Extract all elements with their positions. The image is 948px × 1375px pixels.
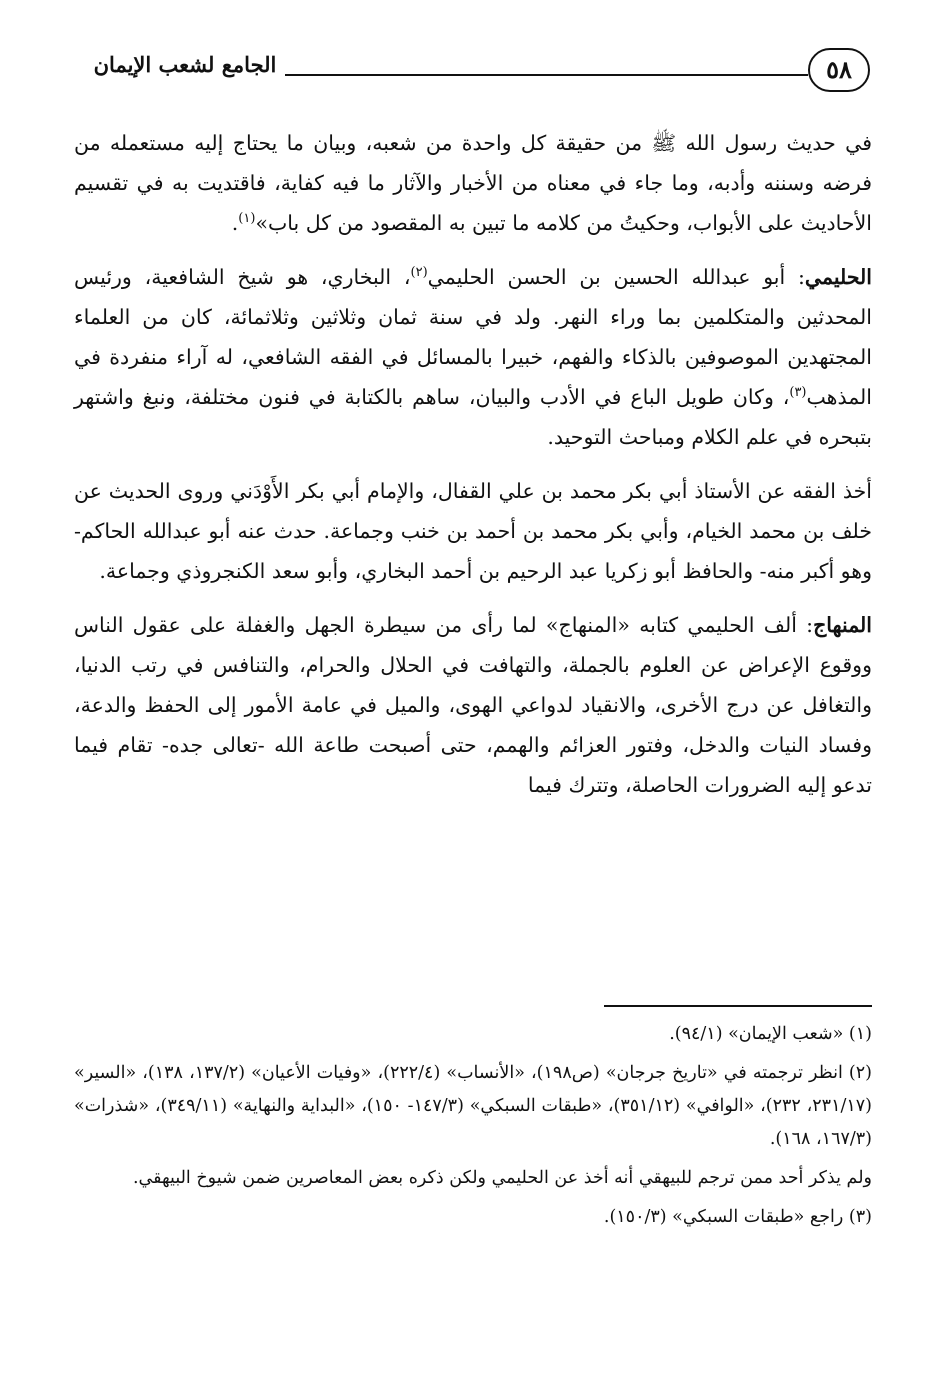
footnotes <box>74 1018 872 1240</box>
paragraph-quote-end <box>74 123 872 243</box>
entry-heading: المنهاج <box>813 613 872 637</box>
paragraph-text: ، البخاري، هو شيخ الشافعية، ورئيس المحدثين والمتكلمين بما وراء النهر. ولد في سنة ثمان وثلاثين وثلاثمائة، كان من العلماء المجتهدين الموصوفين بالذكاء والفهم، خبيرا بالمسائل في الفقه الشافعي، له آراء منفردة في المذهب <box>74 265 872 409</box>
running-title: الجامع لشعب الإيمان <box>93 52 277 77</box>
paragraph-text: في حديث رسول الله ﷺ من حقيقة كل واحدة من شعبه، وبيان ما يحتاج إليه مستعمله من فرضه وسننه وأدبه، وما جاء في معناه من الأخبار والآثار ما فيه كفاية، فاقتديت به في تقسيم الأحاديث على الأبواب، وحكيتُ من كلامه ما تبين به المقصود من كل باب» <box>74 131 872 235</box>
paragraph-text: ، وكان طويل الباع في الأدب والبيان، ساهم بالكتابة في فنون مختلفة، ونبغ واشتهر بتبحره في علم الكلام ومباحث التوحيد. <box>74 385 872 449</box>
paragraph-halimi-bio <box>74 257 872 457</box>
footnote-3: (٣) راجع «طبقات السبكي» (١٥٠/٣). <box>603 1207 872 1227</box>
footnote-ref-3: (٣) <box>789 385 807 401</box>
footnote-2: (٢) انظر ترجمته في «تاريخ جرجان» (ص١٩٨)، «الأنساب» (٢٢٢/٤)، «وفيات الأعيان» (١٣٧/٢، ١٣٨)، «السير» (٢٣١/١٧، ٢٣٢)، «الوافي» (٣٥١/١٢)، «طبقات السبكي» (١٤٧/٣- ١٥٠)، «البداية والنهاية» (٣٤٩/١١)، «شذرات» (١٦٧/٣، ١٦٨). <box>74 1063 872 1149</box>
footnote-separator <box>604 1005 872 1007</box>
paragraph-end: . <box>231 211 239 235</box>
main-text <box>74 123 872 819</box>
page-header <box>85 44 870 104</box>
footnote-2-continuation: ولم يذكر أحد ممن ترجم للبيهقي أنه أخذ عن الحليمي ولكن ذكره بعض المعاصرين ضمن شيوخ البيهقي. <box>132 1168 872 1188</box>
paragraph-minhaj <box>74 605 872 805</box>
paragraph-text: : أبو عبدالله الحسين بن الحسن الحليمي <box>427 265 805 289</box>
paragraph-teachers: أخذ الفقه عن الأستاذ أبي بكر محمد بن علي القفال، والإمام أبي بكر الأَوْدَني وروى الحديث عن خلف بن محمد الخيام، وأبي بكر محمد بن أحمد بن خنب وجماعة. حدث عنه أبو عبدالله الحاكم- وهو أكبر منه- والحافظ أبو زكريا عبد الرحيم بن أحمد البخاري، وأبو سعد الكنجروذي وجماعة. <box>74 479 872 583</box>
footnote-1: (١) «شعب الإيمان» (٩٤/١). <box>669 1024 872 1044</box>
paragraph-text: : ألف الحليمي كتابه «المنهاج» لما رأى من سيطرة الجهل والغفلة على عقول الناس ووقوع الإعراض عن العلوم بالجملة، والتهافت في الحلال والحرام، والتنافس في رتب الدنيا، والتغافل عن درج الأخرى، والانقياد لدواعي الهوى، والميل في عامة الأمور إلى الحفظ والدعة، وفساد النيات والدخل، وفتور العزائم والهمم، حتى أصبحت طاعة الله -تعالى جده- تقام فيما تدعو إليه الضرورات الحاصلة، وتترك فيما <box>74 613 872 797</box>
page-number: ٥٨ <box>808 48 870 92</box>
entry-heading: الحليمي <box>804 265 872 289</box>
footnote-ref-1: (١) <box>238 211 256 227</box>
footnote-ref-2: (٢) <box>410 265 428 281</box>
header-rule <box>285 74 808 76</box>
